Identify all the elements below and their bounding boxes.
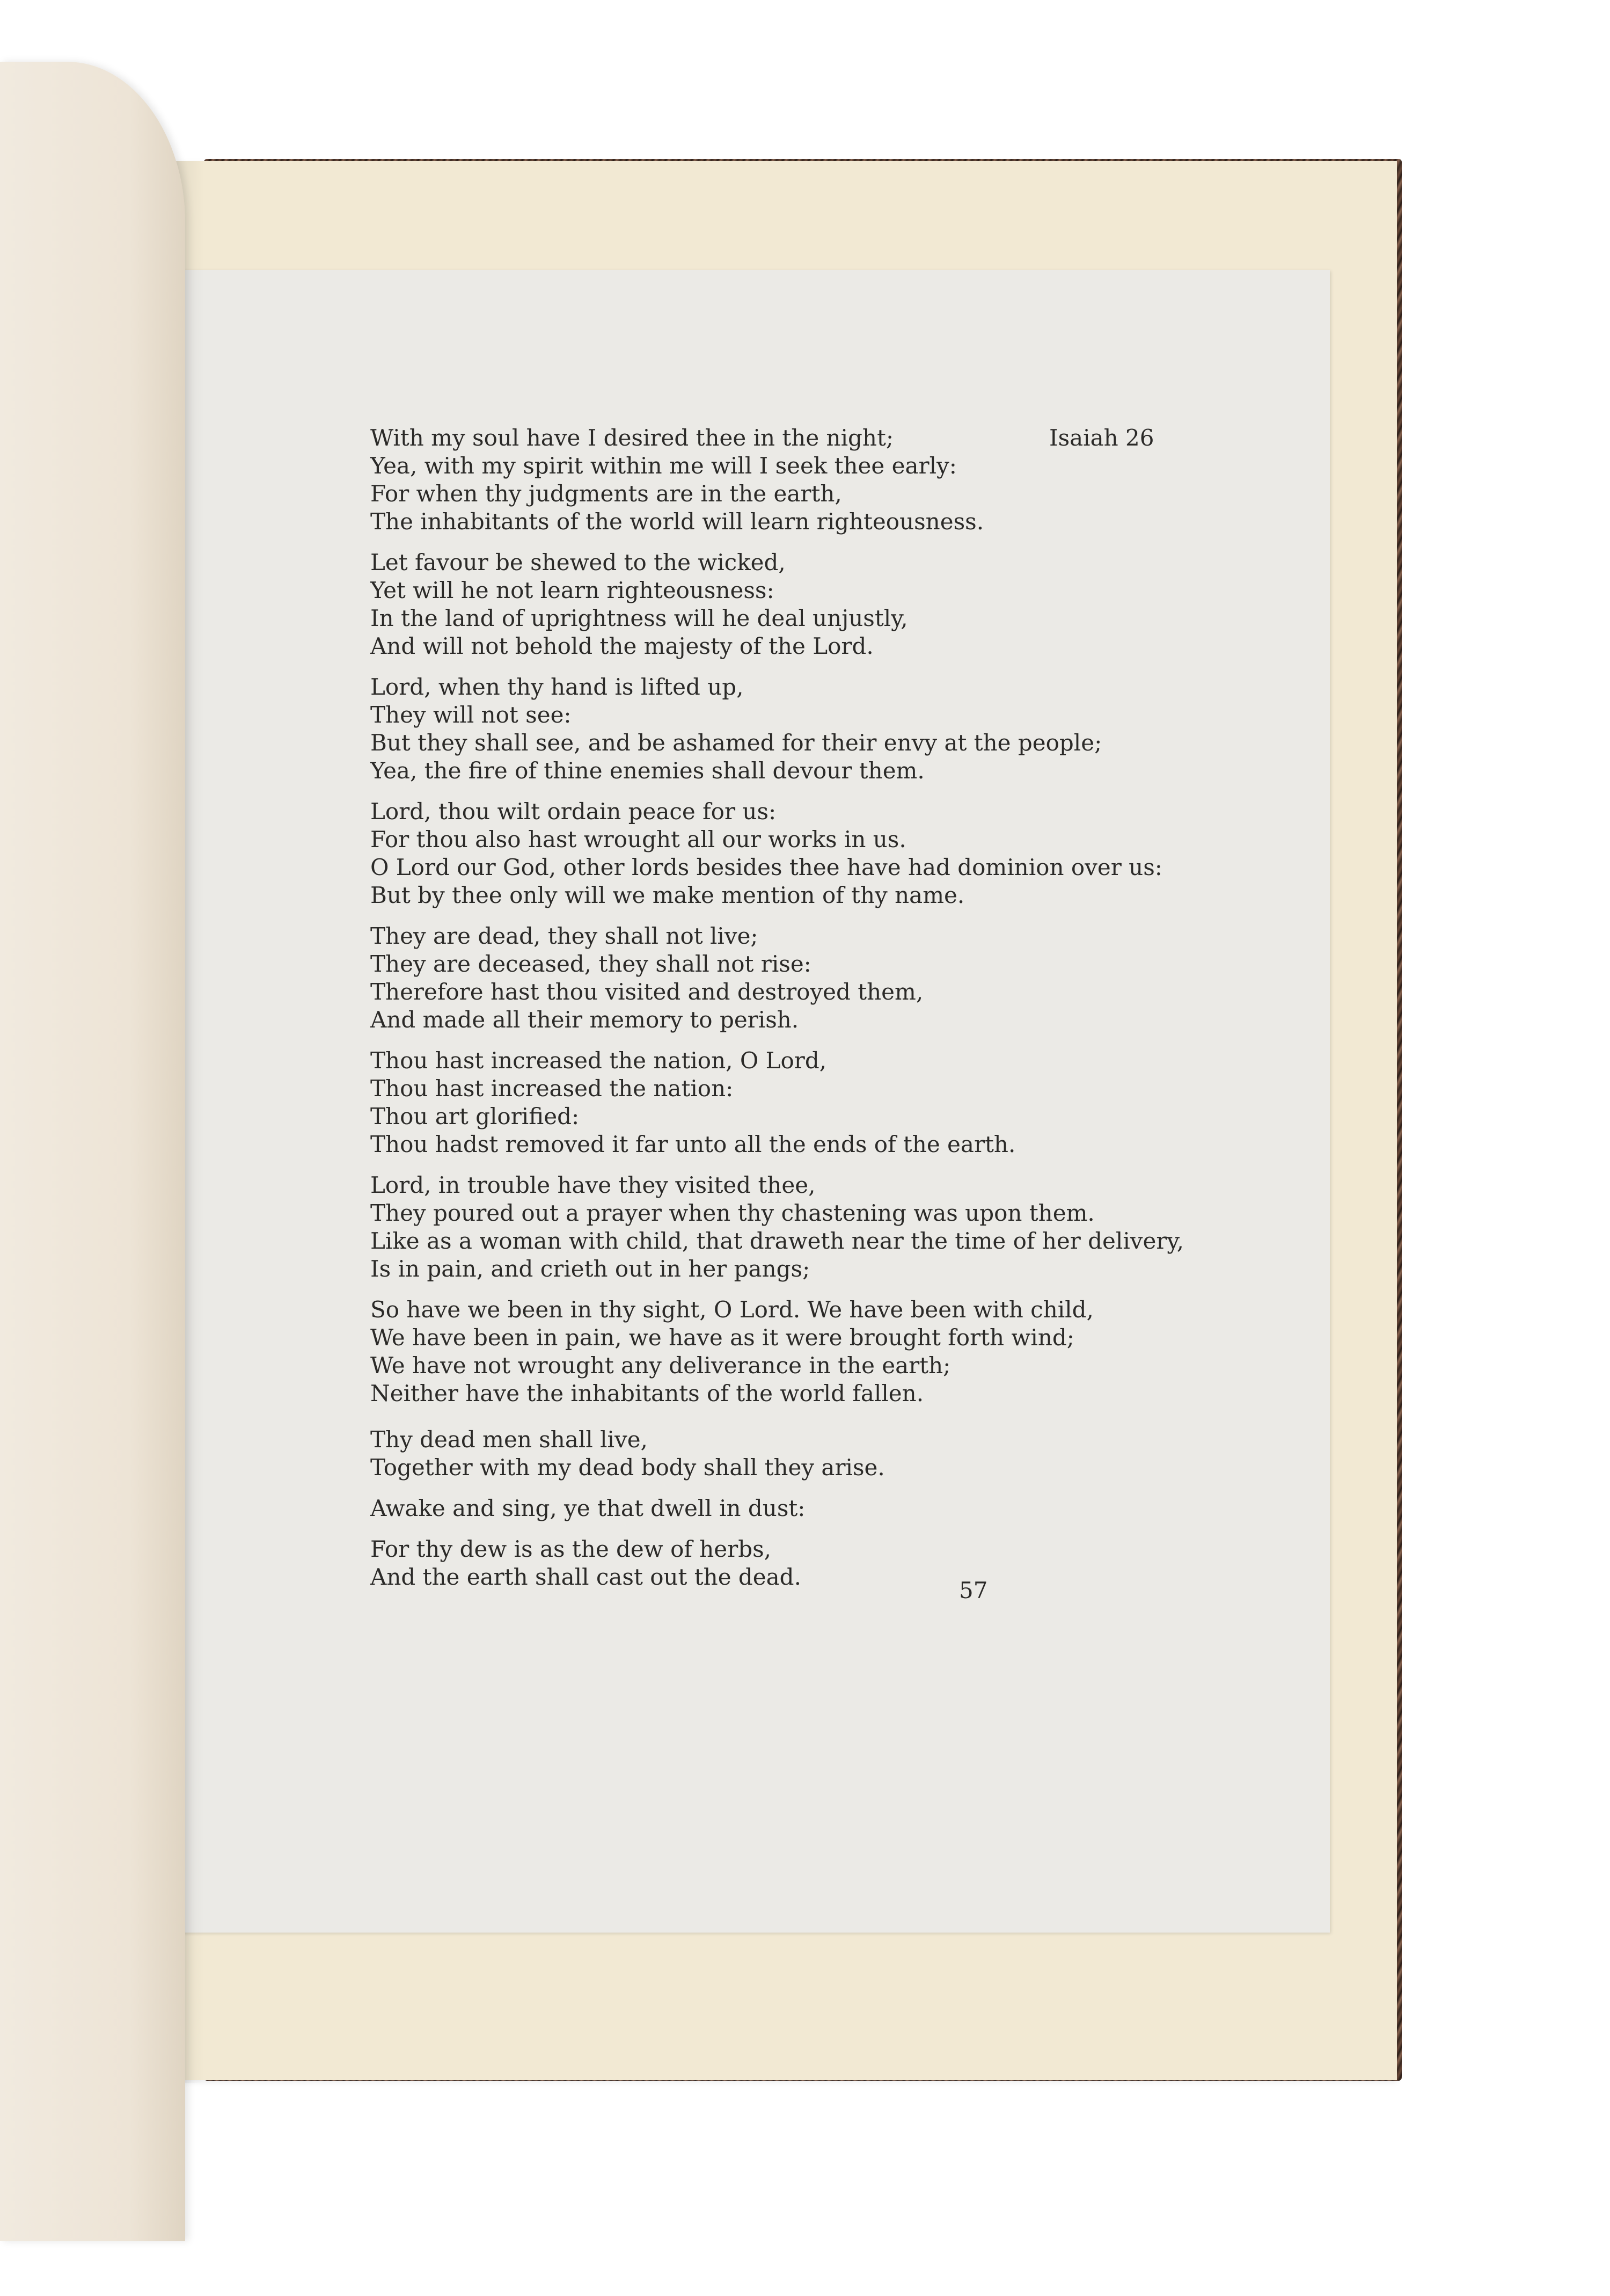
poem-line: Yea, with my spirit within me will I seek thee early: xyxy=(370,453,957,479)
poem-line: Therefore hast thou visited and destroyed them, xyxy=(370,979,924,1005)
poem-line: Yet will he not learn righteousness: xyxy=(370,577,774,603)
poem-line: Like as a woman with child, that draweth near the time of her delivery, xyxy=(370,1228,1184,1254)
poem-line: Let favour be shewed to the wicked, xyxy=(370,549,786,575)
stanza xyxy=(370,1495,1175,1522)
poem-line: And the earth shall cast out the dead. xyxy=(370,1564,801,1590)
stanza xyxy=(370,922,1175,1034)
page-number: 57 xyxy=(959,1577,988,1603)
poem-line: Thou hadst removed it far unto all the ends of the earth. xyxy=(370,1131,1016,1157)
poem-line: Together with my dead body shall they arise. xyxy=(370,1454,885,1481)
poem-line: We have not wrought any deliverance in the earth; xyxy=(370,1352,951,1379)
stanza xyxy=(370,1296,1175,1408)
poem-line: O Lord our God, other lords besides thee have had dominion over us: xyxy=(370,854,1162,880)
poem-line: For when thy judgments are in the earth, xyxy=(370,480,842,507)
poem-line: They will not see: xyxy=(370,702,572,728)
poem-line: They are dead, they shall not live; xyxy=(370,923,758,949)
poem-line: But by thee only will we make mention of thy name. xyxy=(370,882,965,908)
stanza xyxy=(370,1171,1184,1283)
poem-line: Thou hast increased the nation, O Lord, xyxy=(370,1047,827,1074)
stanza xyxy=(370,1426,1175,1482)
poem-line: But they shall see, and be ashamed for their envy at the people; xyxy=(370,730,1102,756)
stanza xyxy=(370,673,1175,785)
stanza xyxy=(370,1535,1175,1591)
book-reference: Isaiah 26 xyxy=(1049,425,1154,451)
poem-line: Neither have the inhabitants of the world fallen. xyxy=(370,1380,924,1406)
poem-line: We have been in pain, we have as it were brought forth wind; xyxy=(370,1324,1074,1351)
poem-line: So have we been in thy sight, O Lord. We have been with child, xyxy=(370,1296,1094,1323)
poem-line: Is in pain, and crieth out in her pangs; xyxy=(370,1256,810,1282)
poem-line: Lord, in trouble have they visited thee, xyxy=(370,1172,816,1198)
left-page xyxy=(0,62,185,2241)
stanza xyxy=(370,798,1175,909)
poem-text xyxy=(370,424,1184,1604)
stanza xyxy=(370,424,1175,536)
poem-line: In the land of uprightness will he deal unjustly, xyxy=(370,605,908,631)
poem-line: And will not behold the majesty of the Lord. xyxy=(370,633,874,659)
poem-line: They poured out a prayer when thy chastening was upon them. xyxy=(370,1200,1095,1226)
poem-line: For thy dew is as the dew of herbs, xyxy=(370,1536,772,1562)
poem-line: Thou art glorified: xyxy=(370,1103,580,1129)
poem-line: Thou hast increased the nation: xyxy=(370,1075,734,1102)
poem-line: Lord, thou wilt ordain peace for us: xyxy=(370,798,777,825)
poem-line: They are deceased, they shall not rise: xyxy=(370,951,811,977)
poem-line: With my soul have I desired thee in the night; xyxy=(370,425,894,451)
poem-line: For thou also hast wrought all our works in us. xyxy=(370,826,906,852)
stanza xyxy=(370,1047,1175,1158)
stanza xyxy=(370,549,1175,660)
poem-line: Lord, when thy hand is lifted up, xyxy=(370,674,744,700)
poem-line: And made all their memory to perish. xyxy=(370,1007,799,1033)
poem-line: Yea, the fire of thine enemies shall devour them. xyxy=(370,757,925,784)
poem-line: Awake and sing, ye that dwell in dust: xyxy=(370,1495,806,1521)
poem-line: Thy dead men shall live, xyxy=(370,1426,648,1453)
poem-line: The inhabitants of the world will learn righteousness. xyxy=(370,508,984,535)
